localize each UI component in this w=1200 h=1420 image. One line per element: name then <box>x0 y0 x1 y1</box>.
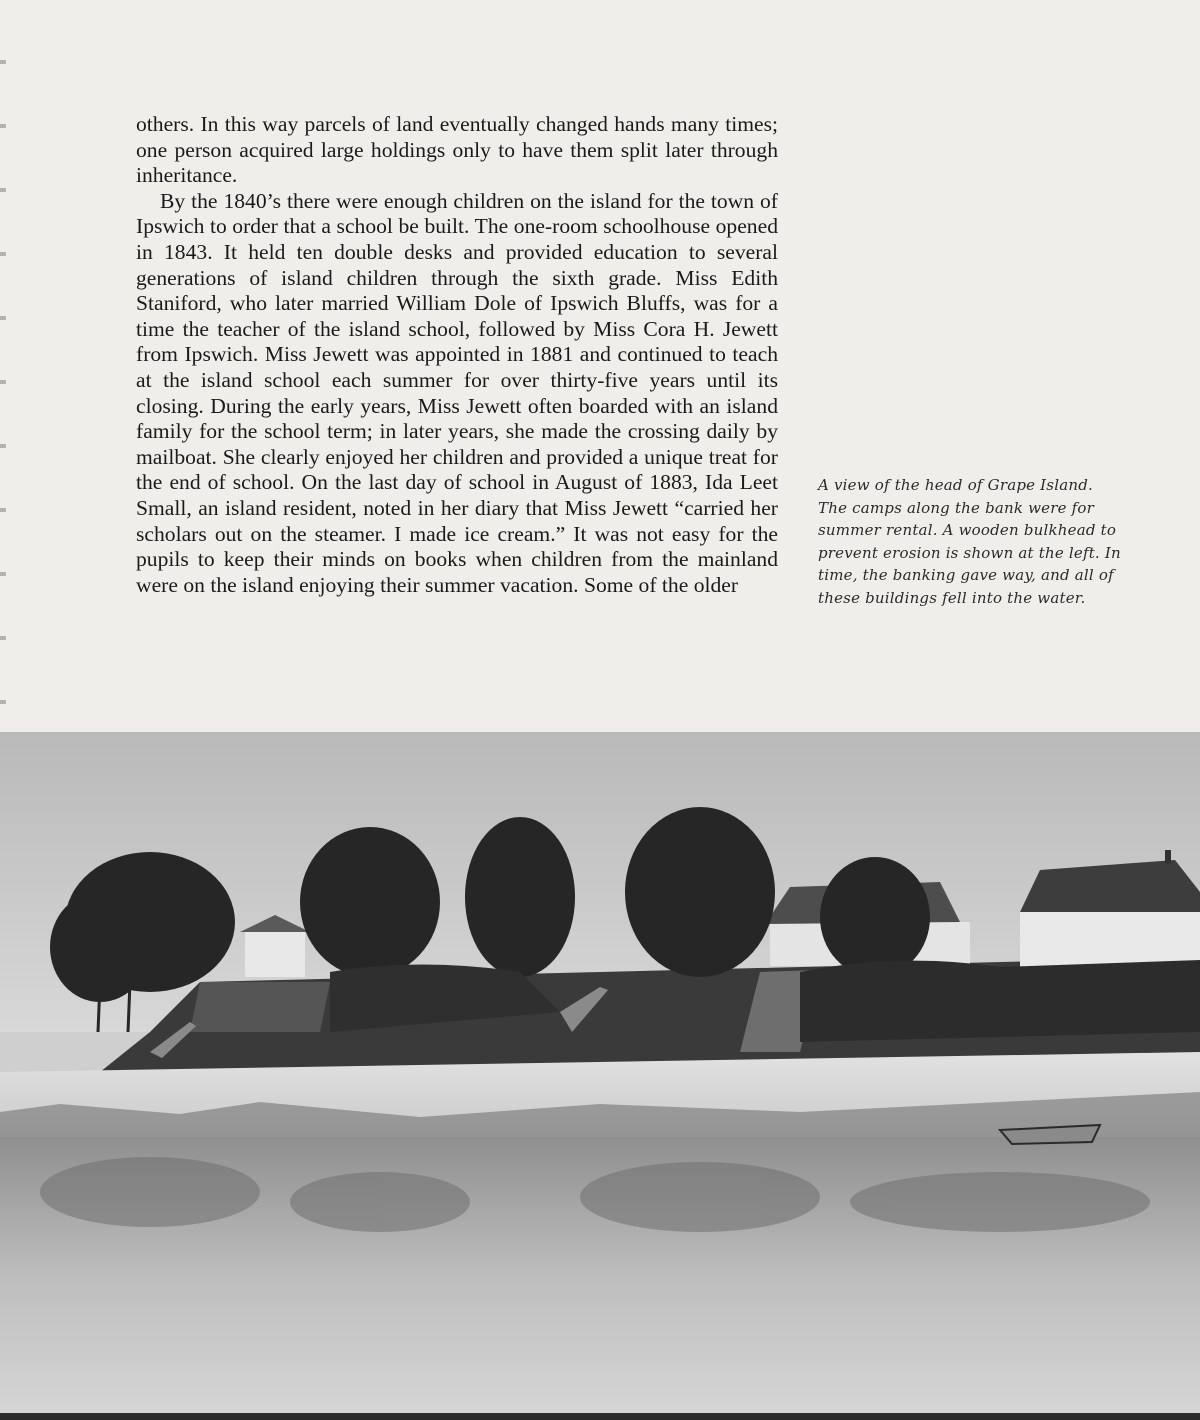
photo-caption: A view of the head of Grape Island. The camps along the bank were for summer rental. A wooden bulkhead to prevent erosion is shown at the left. In time, the banking gave way, and all of these buildings fell into the water. <box>818 476 1121 607</box>
grape-island-photo <box>0 732 1200 1414</box>
paragraph-2: By the 1840’s there were enough children on the island for the town of Ipswich to order that a school be built. The one-room schoolhouse opened in 1843. It held ten double desks and provided education to several generations of island children through the sixth grade. Miss Edith Staniford, who later married William Dole of Ipswich Bluffs, was for a time the teacher of the island school, followed by Miss Cora H. Jewett from Ipswich. Miss Jewett was appointed in 1881 and continued to teach at the island school each summer for over thirty-five years until its closing. During the early years, Miss Jewett often boarded with an island family for the school term; in later years, she made the crossing daily by mailboat. She clearly enjoyed her children and provided a unique treat for the end of school. On the last day of school in August of 1883, Ida Leet Small, an island resident, noted in her diary that Miss Jewett “carried her scholars out on the steamer. I made ice cream.” It was not easy for the pupils to keep their minds on books when children from the mainland were on the island enjoying their summer vacation. Some of the older <box>136 188 778 597</box>
paragraph-1: others. In this way parcels of land eventually changed hands many times; one person acquired large holdings only to have them split later through inheritance. <box>136 112 778 188</box>
body-text <box>136 112 778 598</box>
bottom-border <box>0 1413 1200 1420</box>
